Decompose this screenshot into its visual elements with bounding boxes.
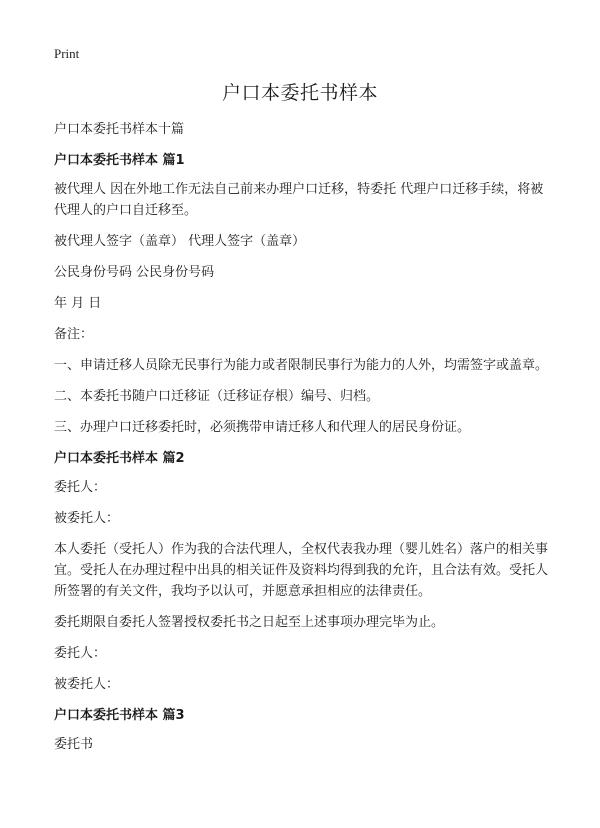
paragraph: 二、本委托书随户口迁移证（迁移证存根）编号、归档。 — [54, 389, 380, 404]
paragraph: 年 月 日 — [54, 296, 102, 311]
section-heading: 户口本委托书样本 篇2 — [54, 451, 185, 466]
paragraph: 备注： — [54, 327, 94, 342]
paragraph: 公民身份号码 公民身份号码 — [54, 265, 215, 280]
paragraph: 被委托人： — [54, 511, 120, 526]
document-title: 户口本委托书样本 — [221, 82, 378, 104]
section-heading: 户口本委托书样本 篇3 — [54, 708, 185, 723]
paragraph: 委托人： — [54, 480, 107, 495]
paragraph: 被代理人 因在外地工作无法自己前来办理户口迁移，特委托 代理户口迁移手续，将被代理人的户口自迁移至。 — [54, 182, 544, 218]
document-subtitle: 户口本委托书样本十篇 — [54, 122, 185, 137]
section-heading: 户口本委托书样本 篇1 — [54, 153, 185, 168]
paragraph: 委托人： — [54, 646, 107, 661]
paragraph: 三、办理户口迁移委托时，必须携带申请迁移人和代理人的居民身份证。 — [54, 420, 471, 435]
paragraph: 被委托人： — [54, 677, 120, 692]
print-label[interactable]: Print — [54, 46, 80, 61]
paragraph: 委托期限自委托人签署授权委托书之日起至上述事项办理完毕为止。 — [54, 615, 445, 630]
paragraph: 本人委托（受托人）作为我的合法代理人，全权代表我办理（婴儿姓名）落户的相关事宜。受托人在办理过程中出具的相关证件及资料均得到我的允许，且合法有效。受托人所签署的有关文件，我均予以认可，并愿意承担相应的法律责任。 — [54, 542, 549, 599]
paragraph: 被代理人签字（盖章） 代理人签字（盖章） — [54, 234, 306, 249]
document-body — [54, 119, 554, 755]
paragraph: 一、申请迁移人员除无民事行为能力或者限制民事行为能力的人外，均需签字或盖章。 — [54, 358, 549, 373]
paragraph: 委托书 — [54, 737, 94, 752]
